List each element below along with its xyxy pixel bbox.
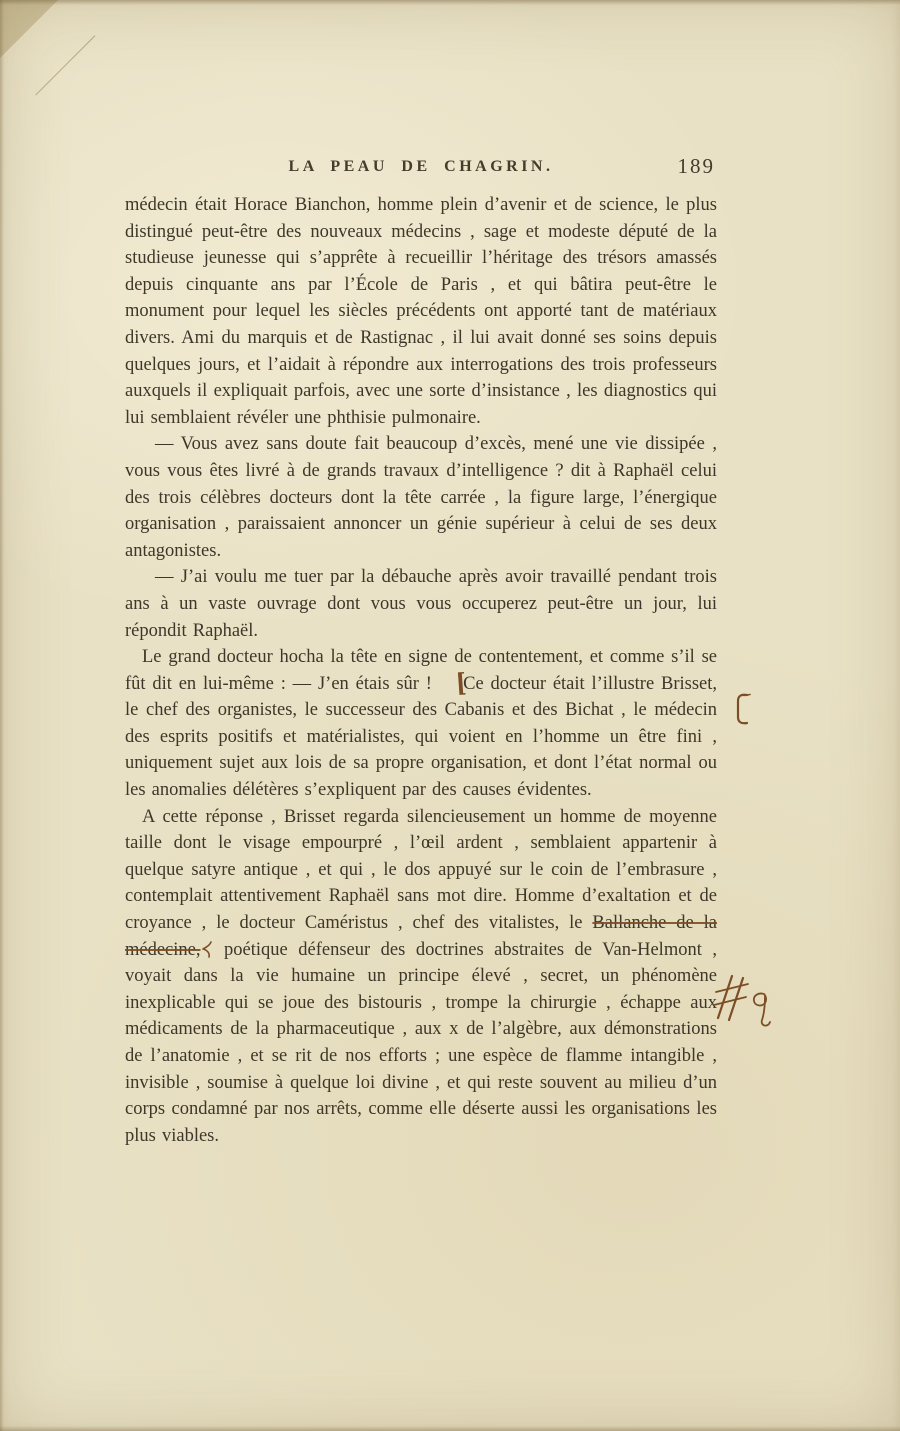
paragraph-text: — J’ai voulu me tuer par la débauche après avoir travaillé pendant trois ans à un vaste ouvrage dont vous vous occuperez peut-être un jour, lui répondit Raphaël.	[125, 567, 717, 641]
insertion-bracket-mark: [	[454, 667, 468, 699]
paragraph-text: poétique défenseur des doctrines abstraites de Van-Helmont , voyait dans la vie humaine un principe élevé , secret, un phénomène inexplicable qui se joue des bistouris , trompe la chirurgie , échappe aux médicaments de la pharmaceutique , aux x de l’algèbre, aux démonstrations de l’anatomie , et se rit de nos efforts ; une espèce de flamme intangible , invisible , soumise à quelque loi divine , et qui reste souvent au milieu d’un corps condamné par nos arrêts, comme elle déserte aussi les organisations les plus viables.	[125, 939, 717, 1146]
paragraph	[125, 644, 717, 804]
paragraph-text: Le grand docteur hocha la tête en signe de contentement, et comme s’il se fût dit en lui-même : — J’en étais sûr !	[125, 647, 717, 694]
scan-edge-bottom	[0, 1426, 900, 1431]
scan-edge-top	[0, 0, 900, 5]
scan-edge-left	[0, 0, 4, 1431]
paragraph-text: — Vous avez sans doute fait beaucoup d’excès, mené une vie dissipée , vous vous êtes livré à de grands travaux d’intelligence ? dit à Raphaël celui des trois célèbres docteurs dont la tête carrée , la figure large, l’énergique organisation , paraissaient annoncer un génie supérieur à celui de ses deux antagonistes.	[125, 434, 717, 561]
paragraph	[125, 804, 717, 1150]
running-title: LA PEAU DE CHAGRIN.	[288, 158, 554, 175]
page-number: 189	[677, 154, 715, 178]
paragraph-text: Ce docteur était l’illustre Brisset, le chef des organistes, le successeur des Cabanis et des Bichat , le médecin des esprits positifs et matérialistes, qui voient en l’homme un être fini , uniquement sujet aux lois de sa propre organisation, et dont l’état normal ou les anomalies délétères s’expliquent par des causes évidentes.	[125, 673, 718, 801]
margin-insertion-bracket-icon	[730, 692, 754, 726]
struck-text: Ballanche de la médecine,	[125, 913, 718, 960]
margin-deletion-mark-icon	[712, 972, 776, 1034]
strike-end-curl-icon	[201, 939, 213, 959]
paragraph-dialogue	[125, 431, 717, 564]
page-corner-fold-line	[0, 0, 95, 95]
page-header	[125, 154, 717, 178]
paragraph-dialogue	[125, 564, 717, 644]
paragraph-text: A cette réponse , Brisset regarda silencieusement un homme de moyenne taille dont le visage empourpré , l’œil ardent , semblaient appartenir à quelque satyre antique , et qui , le dos appuyé sur le coin de l’embrasure , contemplait attentivement Raphaël sans mot dire. Homme d’exaltation et de croyance , le docteur Caméristus , chef des vitalistes, le	[125, 806, 717, 934]
paragraph-text: médecin était Horace Bianchon, homme plein d’avenir et de science, le plus distingué peut-être des nouveaux médecins , sage et modeste député de la studieuse jeunesse qui s’apprête à recueillir l’héritage des trésors amassés depuis cinquante ans par l’École de Paris , et qui bâtira peut-être le monument pour lequel les siècles précédents ont apporté tant de matériaux divers. Ami du marquis et de Rastignac , il lui avait donné ses soins depuis quelques jours, et l’aidait à répondre aux interrogations des trois professeurs auxquels il expliquait parfois, avec une sorte d’insistance , les diagnostics qui lui semblaient révéler une phthisie pulmonaire.	[125, 195, 717, 428]
page-text-block	[125, 192, 717, 1149]
paragraph	[125, 192, 717, 431]
